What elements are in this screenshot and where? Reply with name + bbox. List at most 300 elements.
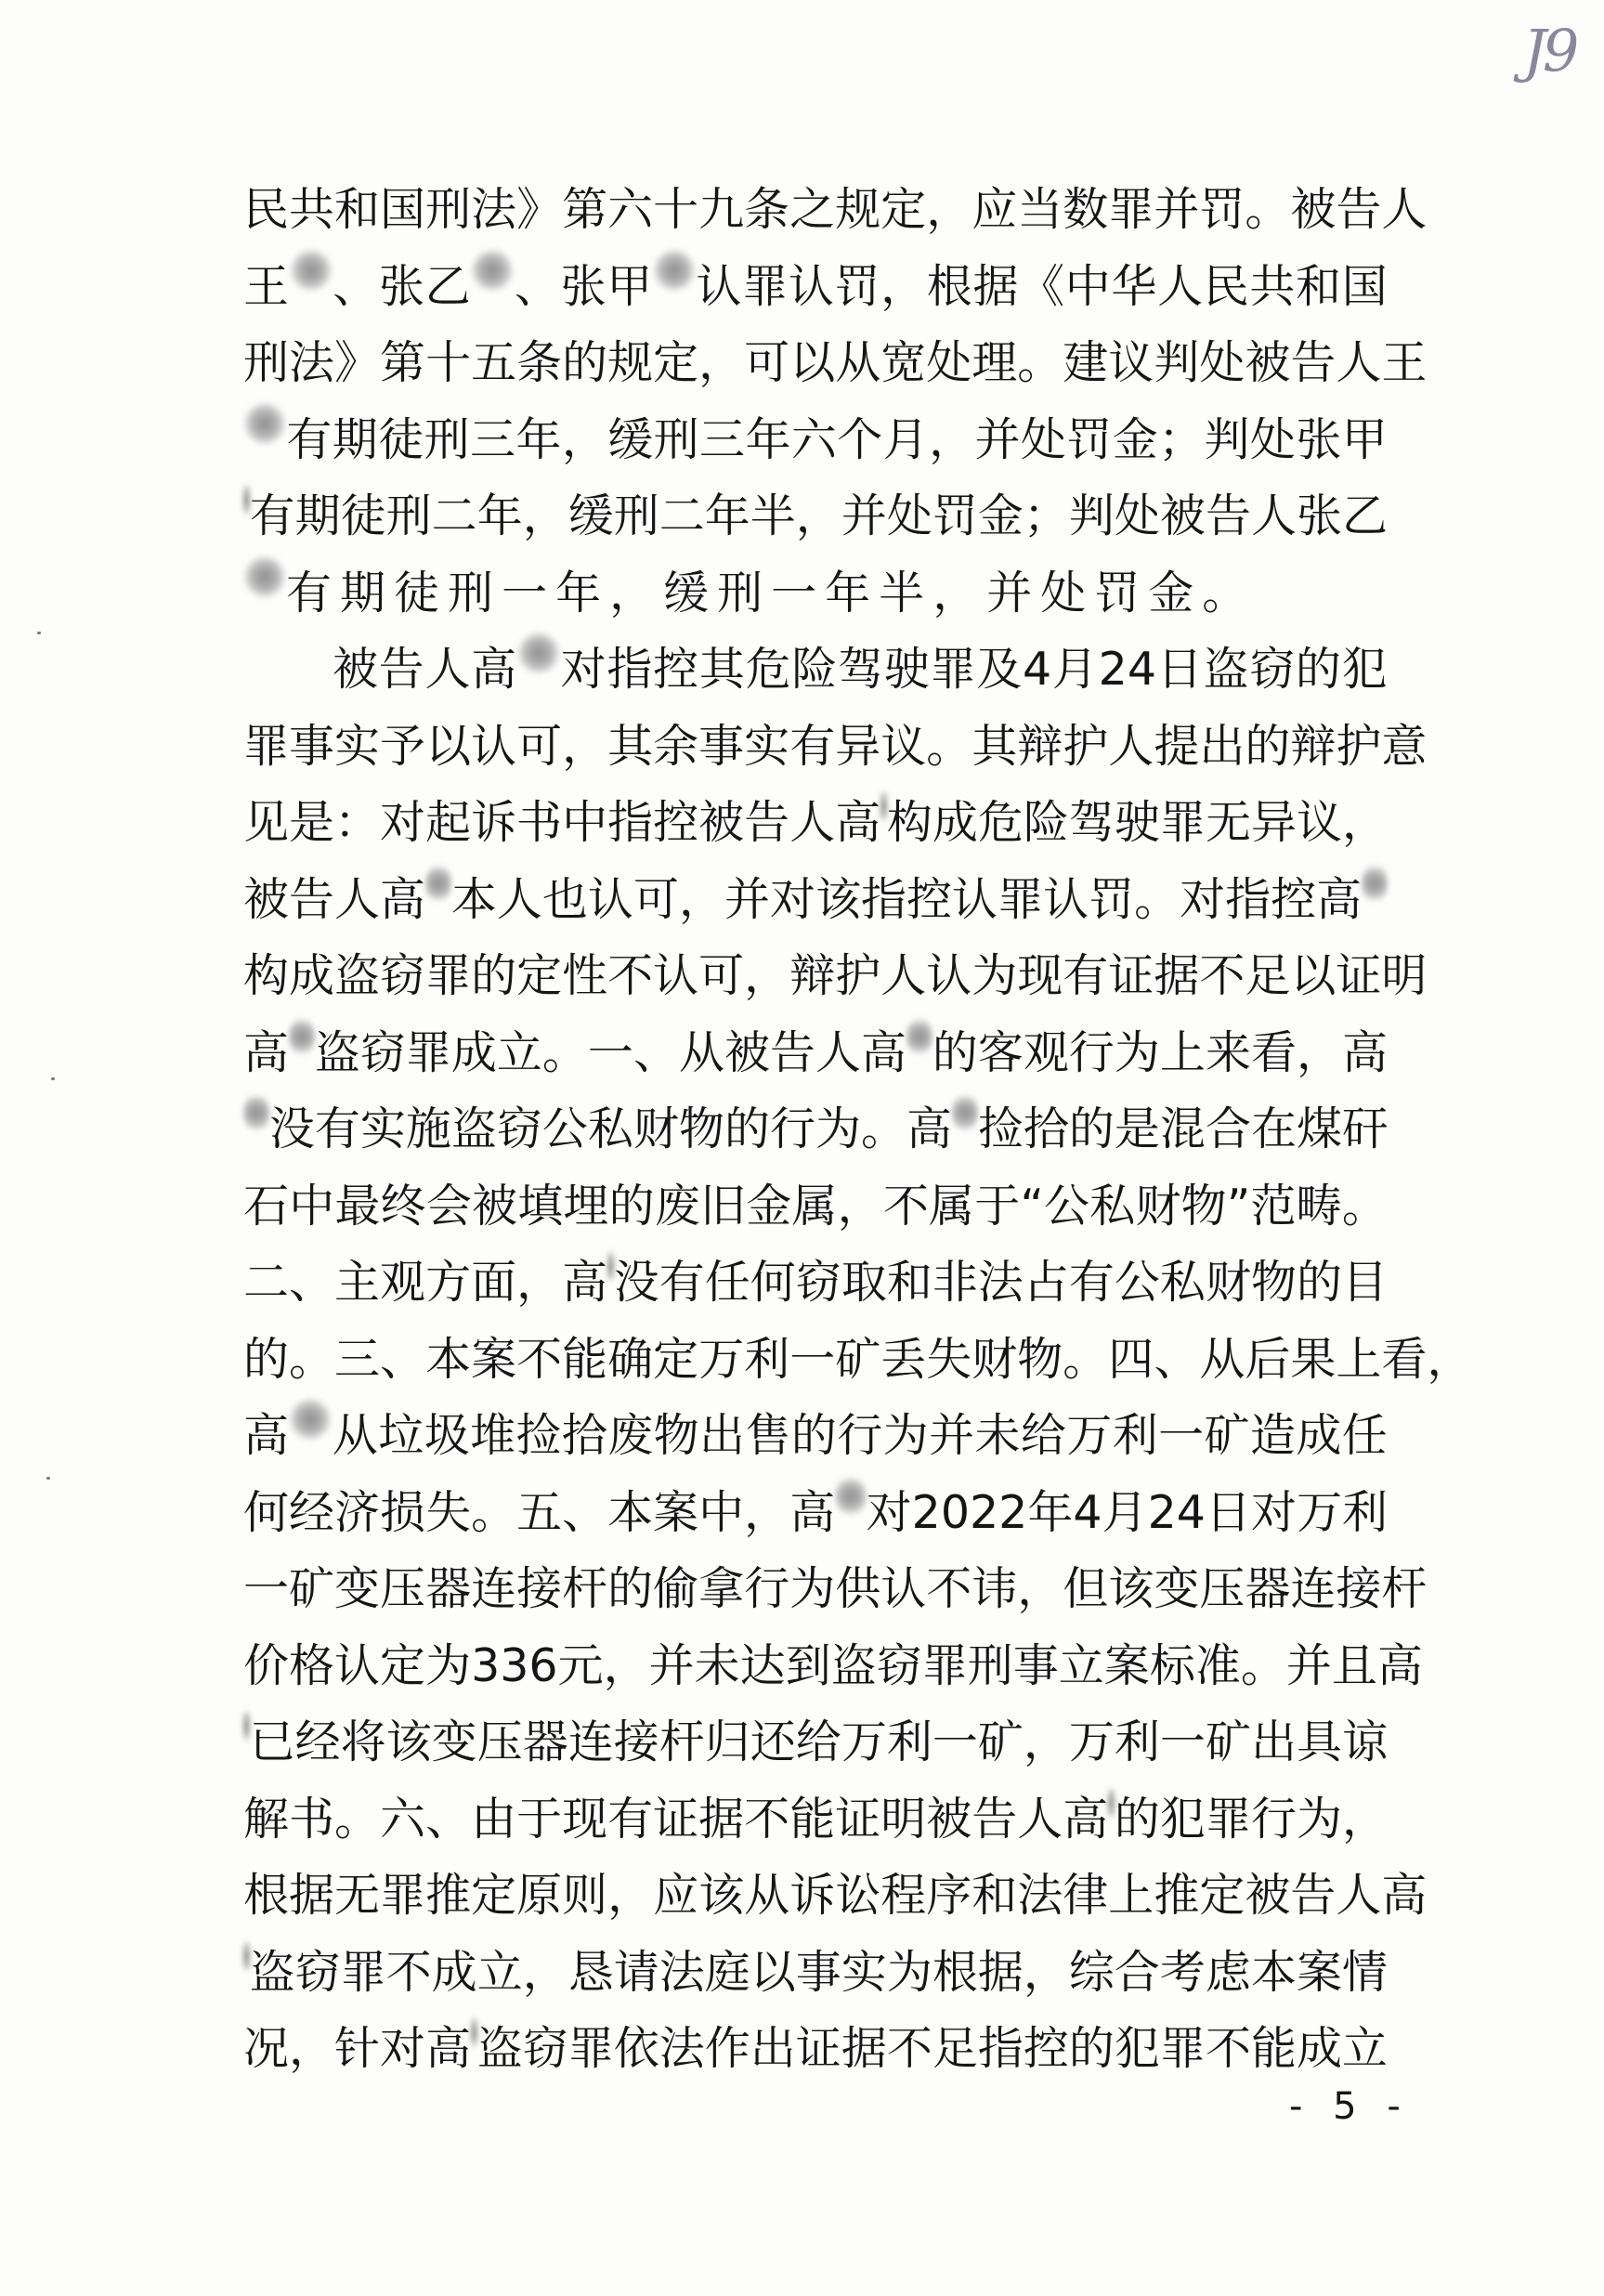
glyph: 构 <box>243 949 290 1002</box>
glyph: 非 <box>932 1256 978 1309</box>
glyph: 乙 <box>1341 489 1388 542</box>
glyph: 见 <box>243 796 290 849</box>
glyph: 指 <box>606 643 653 696</box>
glyph: 不 <box>926 1562 972 1615</box>
glyph: 是 <box>289 796 335 849</box>
glyph: 序 <box>926 1869 972 1922</box>
glyph: ， <box>603 1638 649 1692</box>
glyph: 张 <box>1296 412 1342 466</box>
glyph: 窃 <box>496 1102 542 1155</box>
glyph: 的 <box>790 1409 837 1462</box>
glyph: 罪 <box>1205 1792 1251 1846</box>
glyph: 压 <box>1199 1562 1245 1615</box>
glyph: 。 <box>1245 183 1291 236</box>
glyph: 畴 <box>1296 1179 1342 1233</box>
glyph: 共 <box>289 183 335 236</box>
glyph: 期 <box>340 566 395 620</box>
glyph: 民 <box>1203 259 1249 313</box>
glyph: 明 <box>880 1792 927 1846</box>
glyph: 立 <box>496 1025 542 1079</box>
glyph: 对 <box>866 1485 912 1539</box>
glyph: 张 <box>1296 489 1342 542</box>
glyph: 现 <box>562 1792 608 1846</box>
glyph: 连 <box>567 1715 614 1768</box>
glyph: 从 <box>678 1025 724 1079</box>
glyph: 窃 <box>359 1025 406 1079</box>
glyph: 立 <box>1058 1638 1104 1692</box>
glyph: 认 <box>653 949 699 1002</box>
glyph: 和 <box>334 183 381 236</box>
glyph: 。 <box>1017 336 1063 389</box>
glyph: 甲 <box>1341 412 1388 466</box>
glyph: 客 <box>977 1025 1024 1079</box>
glyph: 的 <box>608 1179 655 1233</box>
glyph: 具 <box>1296 1715 1342 1768</box>
glyph: 公 <box>1114 1256 1160 1309</box>
glyph: 定 <box>653 1332 699 1386</box>
glyph: 高 <box>425 2022 472 2075</box>
glyph: 人 <box>1017 1792 1063 1846</box>
glyph: 何 <box>243 1485 290 1539</box>
glyph: 范 <box>1250 1179 1297 1233</box>
glyph: 格 <box>289 1638 335 1692</box>
redacted-name <box>425 862 451 905</box>
glyph: 日 <box>1156 643 1203 696</box>
glyph: 是 <box>1114 1102 1160 1155</box>
glyph: ； <box>1158 412 1205 466</box>
glyph: 24 <box>1098 643 1156 696</box>
glyph: 高 <box>1341 1025 1388 1079</box>
glyph: 会 <box>425 1179 472 1233</box>
glyph: 为 <box>1114 1025 1160 1079</box>
glyph: 辩 <box>1290 719 1337 773</box>
text-line <box>243 1935 1388 2012</box>
glyph: 财 <box>1135 1179 1181 1233</box>
glyph: 理 <box>972 336 1018 389</box>
glyph: 从 <box>835 336 881 389</box>
glyph: 中 <box>562 796 608 849</box>
glyph: 利 <box>744 1332 790 1386</box>
glyph: 不 <box>882 1179 929 1233</box>
glyph: 成 <box>431 1945 477 1999</box>
redacted-name <box>289 1015 315 1058</box>
glyph: 依 <box>613 2022 659 2075</box>
glyph: 应 <box>653 1869 699 1922</box>
glyph: ， <box>744 1485 790 1539</box>
glyph: 认 <box>952 872 998 926</box>
glyph: 以 <box>425 719 472 773</box>
glyph: 连 <box>471 1562 517 1615</box>
glyph: 窃 <box>294 1945 341 1999</box>
glyph: 定 <box>380 1638 426 1692</box>
glyph: 的 <box>607 1562 654 1615</box>
glyph: 及 <box>976 643 1023 696</box>
glyph: 构 <box>886 796 932 849</box>
glyph: 成 <box>1296 1409 1342 1462</box>
glyph: 丢 <box>880 1332 927 1386</box>
glyph: 据 <box>289 1869 335 1922</box>
glyph: 中 <box>698 1485 745 1539</box>
text-line <box>243 478 1388 555</box>
glyph: 考 <box>1159 1945 1206 1999</box>
text-line <box>243 1322 1473 1399</box>
glyph: 有 <box>659 1256 705 1309</box>
glyph: 其 <box>607 719 654 773</box>
glyph: 被 <box>472 1179 518 1233</box>
glyph: 谅 <box>1341 1715 1388 1768</box>
glyph: 案 <box>1103 1638 1150 1692</box>
glyph: 根 <box>926 259 972 313</box>
glyph: 刑 <box>613 489 659 542</box>
glyph: 矿 <box>1204 1409 1250 1462</box>
glyph: 有 <box>314 1102 360 1155</box>
glyph: 指 <box>977 2022 1024 2075</box>
glyph: 盗 <box>249 1945 295 1999</box>
glyph: 危 <box>977 796 1024 849</box>
redacted-name <box>1108 1781 1115 1824</box>
glyph: 高 <box>380 872 426 926</box>
glyph: 捡 <box>515 1409 562 1462</box>
glyph: 被 <box>1290 183 1337 236</box>
glyph: 期 <box>294 489 341 542</box>
glyph: 条 <box>744 183 790 236</box>
glyph: 。 <box>861 1102 907 1155</box>
glyph: ， <box>607 1869 654 1922</box>
glyph: 年 <box>1027 1485 1074 1539</box>
glyph: 法 <box>659 1945 705 1999</box>
glyph: 辩 <box>1017 719 1063 773</box>
glyph: 被 <box>698 796 745 849</box>
glyph: 变 <box>334 1562 381 1615</box>
glyph: 施 <box>405 1102 451 1155</box>
glyph: 第 <box>380 336 426 389</box>
glyph: 处 <box>886 489 932 542</box>
glyph: 律 <box>1063 1869 1109 1922</box>
glyph: ， <box>1296 1025 1342 1079</box>
glyph: 和 <box>1296 259 1342 313</box>
glyph: 罚 <box>1199 183 1245 236</box>
glyph: 财 <box>632 1102 679 1155</box>
glyph: 不 <box>1205 2022 1251 2075</box>
glyph: 利 <box>1112 1409 1158 1462</box>
glyph: 、 <box>514 259 560 313</box>
glyph: 年 <box>476 489 523 542</box>
glyph: 价 <box>243 1638 290 1692</box>
glyph: 犯 <box>1159 1792 1206 1846</box>
glyph: 二 <box>659 489 705 542</box>
glyph: 意 <box>1381 719 1428 773</box>
glyph: 据 <box>977 1945 1024 1999</box>
glyph: 不 <box>1199 949 1245 1002</box>
glyph: 私 <box>587 1102 633 1155</box>
glyph: 盗 <box>1203 643 1249 696</box>
glyph: 面 <box>471 1256 517 1309</box>
glyph: 无 <box>334 1869 381 1922</box>
glyph: 、 <box>380 1332 426 1386</box>
glyph: 诉 <box>471 796 517 849</box>
glyph: 罪 <box>405 1025 451 1079</box>
glyph: 罚 <box>834 259 880 313</box>
glyph: 五 <box>516 1485 563 1539</box>
glyph: 为 <box>886 1945 932 1999</box>
glyph: 有 <box>1063 949 1109 1002</box>
glyph: 张 <box>560 259 606 313</box>
glyph: 售 <box>745 1409 791 1462</box>
glyph: 当 <box>1017 183 1063 236</box>
glyph: 器 <box>425 1562 472 1615</box>
redacted-name <box>517 632 560 674</box>
glyph: 高 <box>1063 1792 1109 1846</box>
glyph: 为 <box>1296 1792 1342 1846</box>
glyph: 险 <box>1023 796 1069 849</box>
glyph: 经 <box>294 1715 341 1768</box>
glyph: 年 <box>555 566 610 620</box>
glyph: 议 <box>1108 336 1154 389</box>
glyph: 、 <box>425 1792 472 1846</box>
glyph: 乙 <box>424 259 471 313</box>
glyph: 据 <box>1154 949 1200 1002</box>
glyph: 认 <box>788 259 834 313</box>
glyph: 矿 <box>1205 1715 1251 1768</box>
glyph: 出 <box>1199 719 1245 773</box>
glyph: 王 <box>243 259 290 313</box>
glyph: 一 <box>1159 1715 1206 1768</box>
glyph: 可 <box>744 336 790 389</box>
glyph: 半 <box>879 566 933 620</box>
glyph: 窃 <box>522 2022 568 2075</box>
glyph: 刑 <box>385 489 432 542</box>
redacted-name <box>243 478 250 521</box>
glyph: 石 <box>243 1179 290 1233</box>
glyph: 控 <box>1271 872 1317 926</box>
glyph: 后 <box>1245 1332 1291 1386</box>
glyph: ， <box>522 489 568 542</box>
glyph: 罚 <box>1066 412 1113 466</box>
glyph: ： <box>334 796 381 849</box>
glyph: 共 <box>1249 259 1296 313</box>
glyph: 盗 <box>334 949 381 1002</box>
glyph: 任 <box>1341 1409 1388 1462</box>
glyph: 定 <box>880 183 927 236</box>
glyph: 证 <box>1108 949 1154 1002</box>
glyph: 足 <box>1245 949 1291 1002</box>
glyph: 看 <box>1381 1332 1428 1386</box>
glyph: 罚 <box>1089 872 1135 926</box>
glyph: 其 <box>698 643 745 696</box>
glyph: 缓 <box>663 566 718 620</box>
glyph: 成 <box>1296 2022 1342 2075</box>
glyph: 二 <box>431 489 477 542</box>
glyph: 并 <box>724 872 770 926</box>
glyph: 根 <box>932 1945 978 1999</box>
glyph: 器 <box>1245 1562 1291 1615</box>
glyph: 利 <box>1114 1715 1160 1768</box>
glyph: 拿 <box>698 1562 745 1615</box>
glyph: 盗 <box>450 1102 497 1155</box>
glyph: 的 <box>932 1025 978 1079</box>
glyph: ， <box>795 489 841 542</box>
glyph: 不 <box>607 949 654 1002</box>
glyph: 并 <box>1285 1638 1332 1692</box>
glyph: 有 <box>286 412 333 466</box>
glyph: 诉 <box>789 1869 836 1922</box>
glyph: 观 <box>380 1256 426 1309</box>
glyph: 犯 <box>1114 2022 1160 2075</box>
glyph: 定 <box>1199 1869 1245 1922</box>
glyph: 有 <box>789 719 836 773</box>
glyph: 的 <box>1245 719 1291 773</box>
glyph: 据 <box>972 259 1019 313</box>
glyph: 个 <box>837 412 883 466</box>
glyph: 该 <box>698 1869 745 1922</box>
glyph: 接 <box>516 1562 563 1615</box>
glyph: ， <box>1341 796 1388 849</box>
glyph: 并 <box>974 412 1021 466</box>
glyph: 损 <box>380 1485 426 1539</box>
glyph: 任 <box>704 1256 750 1309</box>
glyph: 并 <box>929 1409 975 1462</box>
glyph: 为 <box>789 1562 836 1615</box>
text-line <box>243 1091 1388 1168</box>
glyph: 的 <box>1114 1792 1160 1846</box>
text-line <box>243 1475 1388 1552</box>
glyph: 从 <box>332 1409 378 1462</box>
glyph: 张 <box>378 259 424 313</box>
glyph: 。 <box>926 719 972 773</box>
glyph: 事 <box>1012 1638 1059 1692</box>
glyph: 杆 <box>659 1715 705 1768</box>
glyph: 行 <box>1250 1792 1297 1846</box>
glyph: 属 <box>791 1179 838 1233</box>
glyph: 有 <box>286 566 341 620</box>
glyph: 现 <box>1017 949 1063 1002</box>
glyph: 万 <box>1296 1485 1342 1539</box>
glyph: 罪 <box>1159 796 1206 849</box>
glyph: 刑 <box>967 1638 1013 1692</box>
redacted-name <box>607 1245 614 1287</box>
glyph: 二 <box>243 1256 290 1309</box>
glyph: 罪 <box>567 2022 614 2075</box>
glyph: 的 <box>1295 643 1341 696</box>
scan-speck <box>46 1477 50 1480</box>
glyph: 填 <box>517 1179 564 1233</box>
glyph: 四 <box>1108 1332 1154 1386</box>
glyph: 证 <box>795 2022 841 2075</box>
glyph: 盗 <box>476 2022 523 2075</box>
glyph: 罪 <box>742 259 789 313</box>
glyph: 元 <box>557 1638 604 1692</box>
glyph: 废 <box>654 1179 700 1233</box>
glyph: 犯 <box>1341 643 1388 696</box>
glyph: 事 <box>698 719 745 773</box>
glyph: 有 <box>607 1792 654 1846</box>
glyph: 行 <box>1068 1025 1115 1079</box>
redacted-name <box>906 1015 932 1058</box>
glyph: 的 <box>1296 1256 1342 1309</box>
glyph: ， <box>932 566 987 620</box>
glyph: 万 <box>1066 1409 1113 1462</box>
redacted-name <box>952 1091 978 1134</box>
glyph: 目 <box>1341 1256 1388 1309</box>
glyph: ， <box>678 872 724 926</box>
glyph: 定 <box>653 336 699 389</box>
glyph: 罪 <box>425 949 472 1002</box>
glyph: 上 <box>1108 1869 1154 1922</box>
glyph: 埋 <box>563 1179 609 1233</box>
glyph: 万 <box>698 1332 745 1386</box>
glyph: 认 <box>471 719 517 773</box>
glyph: 准 <box>1194 1638 1241 1692</box>
glyph: 行 <box>769 1102 815 1155</box>
glyph: 该 <box>385 1715 432 1768</box>
glyph: 罪 <box>340 1945 386 1999</box>
glyph: 控 <box>653 796 699 849</box>
redacted-name <box>243 555 286 598</box>
redacted-name <box>243 402 286 445</box>
glyph: 高 <box>243 1409 290 1462</box>
glyph: 杆 <box>562 1562 608 1615</box>
glyph: 占 <box>1023 1256 1069 1309</box>
redacted-name <box>290 249 333 292</box>
glyph: 请 <box>613 1945 659 1999</box>
glyph: 公 <box>541 1102 588 1155</box>
glyph: 案 <box>1296 1945 1342 1999</box>
glyph: 建 <box>1063 336 1109 389</box>
glyph: 告 <box>769 1025 815 1079</box>
glyph: 有 <box>1068 1256 1115 1309</box>
glyph: 控 <box>906 872 953 926</box>
glyph: 案 <box>471 1332 517 1386</box>
glyph: 堆 <box>470 1409 516 1462</box>
glyph: 罚 <box>1094 566 1149 620</box>
glyph: ” <box>1226 1179 1251 1233</box>
glyph: 物 <box>1180 1179 1227 1233</box>
glyph: 金 <box>977 489 1024 542</box>
glyph: 合 <box>1205 1102 1251 1155</box>
glyph: 》 <box>334 336 381 389</box>
glyph: 窃 <box>876 1638 922 1692</box>
glyph: 以 <box>750 1945 796 1999</box>
glyph: 。 <box>471 1485 517 1539</box>
glyph: 公 <box>1044 1179 1090 1233</box>
glyph: 本 <box>425 1332 472 1386</box>
glyph: 的 <box>243 1332 290 1386</box>
glyph: 但 <box>1063 1562 1109 1615</box>
glyph: 实 <box>841 1945 887 1999</box>
glyph: 明 <box>1381 949 1428 1002</box>
glyph: 接 <box>1336 1562 1382 1615</box>
glyph: ， <box>744 949 790 1002</box>
glyph: 规 <box>607 336 654 389</box>
glyph: 中 <box>289 1179 335 1233</box>
glyph: 煤 <box>1296 1102 1342 1155</box>
glyph: 对 <box>1180 872 1226 926</box>
text-line <box>243 555 1388 633</box>
glyph: 徒 <box>340 489 386 542</box>
glyph: 人 <box>1108 719 1154 773</box>
glyph: 判 <box>1204 412 1250 466</box>
glyph: 起 <box>425 796 472 849</box>
redacted-name <box>1362 862 1388 905</box>
glyph: 刑 <box>653 412 699 466</box>
glyph: 被 <box>243 872 290 926</box>
glyph: 月 <box>1102 1485 1148 1539</box>
glyph: 数 <box>1063 183 1109 236</box>
glyph: 并 <box>648 1638 695 1692</box>
glyph: 被 <box>333 643 379 696</box>
glyph: 一 <box>789 1332 836 1386</box>
glyph: 本 <box>1250 1945 1297 1999</box>
